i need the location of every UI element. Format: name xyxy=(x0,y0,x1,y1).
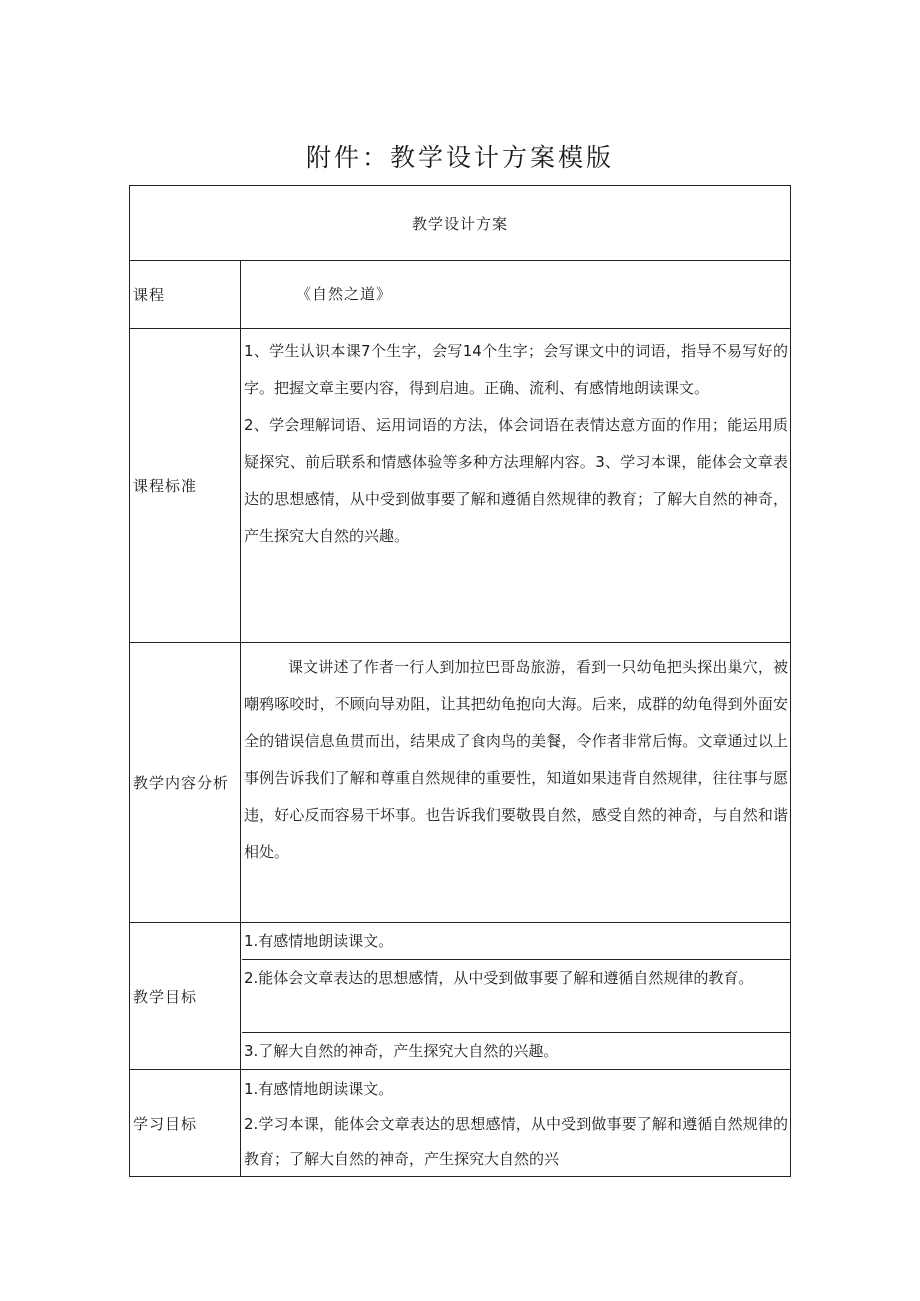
teaching-goals-label: 教学目标 xyxy=(130,923,241,1069)
course-label: 课程 xyxy=(130,261,241,328)
course-value: 《自然之道》 xyxy=(296,285,393,303)
content-analysis-row xyxy=(130,643,790,923)
course-standard-para-2: 2、学会理解词语、运用词语的方法，体会词语在表情达意方面的作用；能运用质疑探究、前后联系和情感体验等多种方法理解内容。3、学习本课，能体会文章表达的思想感情，从中受到做事要了解和遵循自然规律的教育；了解大自然的神奇，产生探究大自然的兴趣。 xyxy=(244,416,788,545)
teaching-goal-item: 2.能体会文章表达的思想感情，从中受到做事要了解和遵循自然规律的教育。 xyxy=(242,960,790,1033)
course-standard-content xyxy=(242,329,790,642)
table-header-row xyxy=(130,186,790,261)
table-header: 教学设计方案 xyxy=(411,214,508,233)
course-row xyxy=(130,261,790,329)
teaching-goals-row xyxy=(130,923,790,1070)
learning-goals-content xyxy=(242,1070,790,1176)
teaching-goal-item: 3.了解大自然的神奇，产生探究大自然的兴趣。 xyxy=(244,1042,559,1060)
learning-goal-item: 1.有感情地朗读课文。 xyxy=(244,1080,394,1098)
learning-goals-row xyxy=(130,1070,790,1176)
teaching-goal-item: 1.有感情地朗读课文。 xyxy=(242,923,790,960)
lesson-plan-table xyxy=(129,185,791,1177)
learning-goals-label: 学习目标 xyxy=(130,1070,241,1176)
course-standard-label: 课程标准 xyxy=(130,329,241,642)
course-standard-para-1: 1、学生认识本课7个生字，会写14个生字；会写课文中的词语，指导不易写好的字。把握文章主要内容，得到启迪。正确、流利、有感情地朗读课文。 xyxy=(244,342,788,397)
course-standard-row xyxy=(130,329,790,643)
content-analysis-text: 课文讲述了作者一行人到加拉巴哥岛旅游，看到一只幼龟把头探出巢穴，被嘲鸦啄咬时，不顾向导劝阻，让其把幼龟抱向大海。后来，成群的幼龟得到外面安全的错误信息鱼贯而出，结果成了食肉鸟的美餐，令作者非常后悔。文章通过以上事例告诉我们了解和尊重自然规律的重要性，知道如果违背自然规律，往往事与愿违，好心反而容易干坏事。也告诉我们要敬畏自然，感受自然的神奇，与自然和谐相处。 xyxy=(244,658,788,861)
content-analysis-label: 教学内容分析 xyxy=(130,643,241,922)
document-title: 附件：教学设计方案模版 xyxy=(305,143,614,172)
learning-goal-item: 2.学习本课，能体会文章表达的思想感情，从中受到做事要了解和遵循自然规律的教育；了解大自然的神奇，产生探究大自然的兴 xyxy=(244,1115,788,1168)
